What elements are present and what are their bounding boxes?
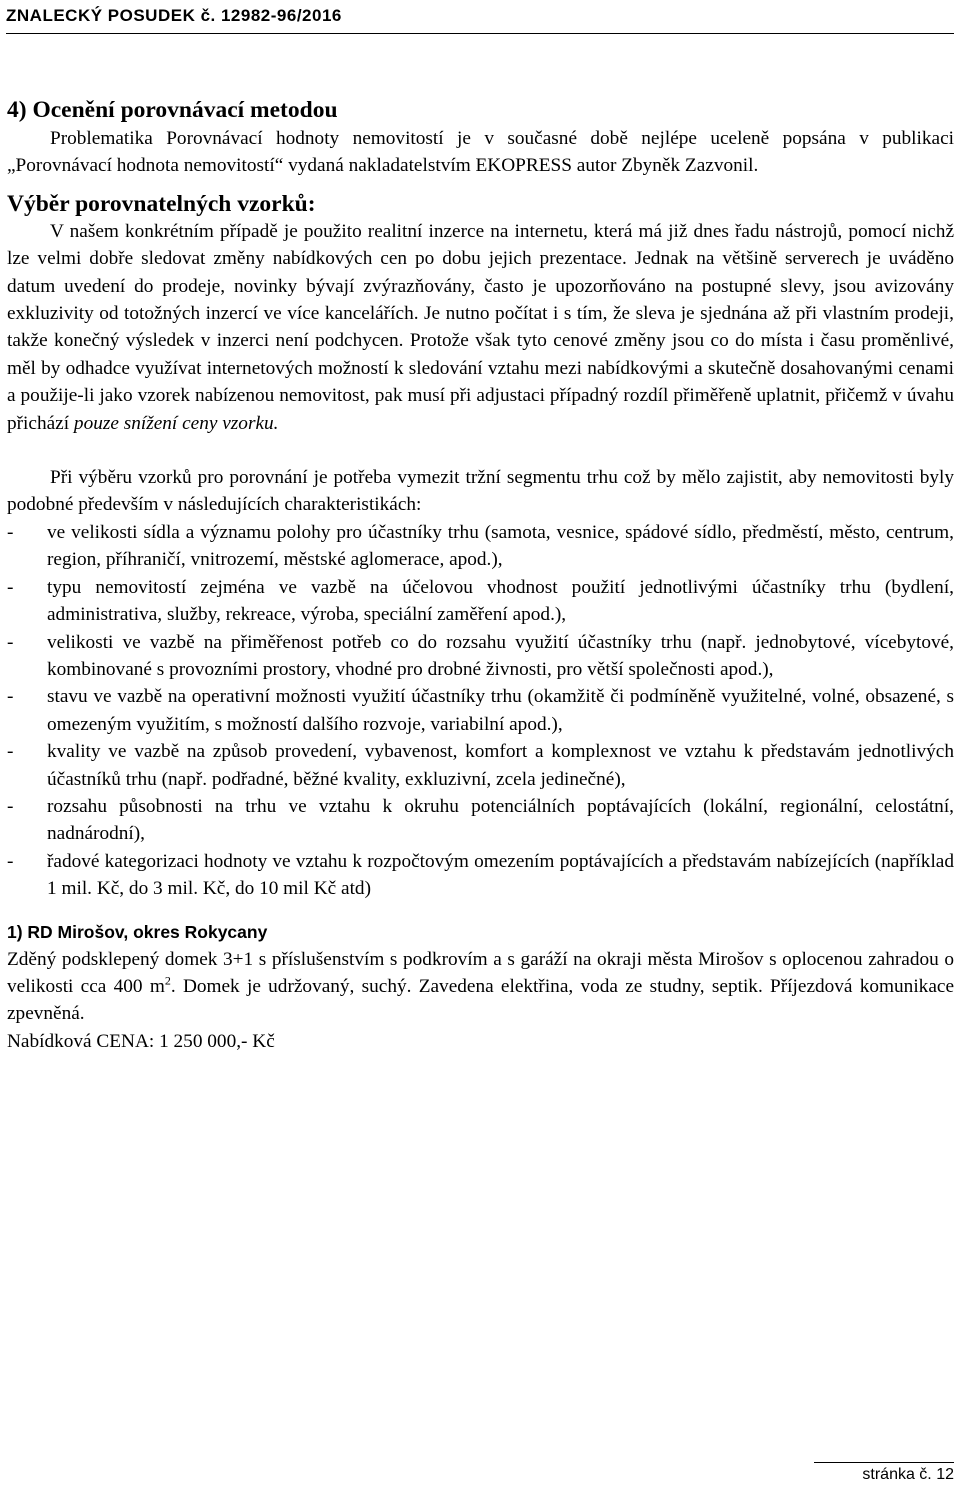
example-description-a: Zděný podsklepený domek 3+1 s příslušenstvím s podkrovím a s garáží na okraji města Mirošov s oplocenou zahradou o velikosti cca 400 m	[7, 948, 954, 997]
list-item	[7, 629, 954, 684]
list-item-text: kvality ve vazbě na způsob provedení, vybavenost, komfort a komplexnost ve vztahu k představám jednotlivých účastníků trhu (např. podřadné, běžné kvality, exkluzivní, zcela jedinečné),	[47, 741, 954, 790]
list-dash: -	[7, 631, 14, 653]
list-dash: -	[7, 686, 14, 708]
vyber-title: Výběr porovnatelných vzorků:	[7, 190, 316, 217]
page-header	[6, 3, 954, 34]
example-price: Nabídková CENA: 1 250 000,- Kč	[7, 1030, 275, 1052]
list-item-text: stavu ve vazbě na operativní možnosti využití účastníky trhu (okamžitě či podmíněně využitelné, volné, obsazené, s omezeným využitím, s možností dalšího rozvoje, variabilní apod.),	[47, 686, 954, 735]
vyber-paragraph-1	[7, 218, 954, 437]
list-item	[7, 738, 954, 793]
list-item-text: velikosti ve vazbě na přiměřenost potřeb co do rozsahu využití účastníky trhu (např. jednobytové, vícebytové, kombinované s provozními prostory, vhodné pro drobné živnosti, pro větší společnosti apod.),	[47, 631, 954, 680]
list-item	[7, 683, 954, 738]
list-dash: -	[7, 741, 14, 763]
vyber-paragraph-1-italic: pouze snížení ceny vzorku.	[73, 412, 279, 434]
section-intro: Problematika Porovnávací hodnoty nemovitostí je v současné době nejlépe uceleně popsána v publikaci „Porovnávací hodnota nemovitostí“ vydaná nakladatelstvím EKOPRESS autor Zbyněk Zazvonil.	[7, 128, 954, 177]
list-item	[7, 848, 954, 903]
list-item-text: řadové kategorizaci hodnoty ve vztahu k rozpočtovým omezením poptávajících a představám nabízejících (například 1 mil. Kč, do 3 mil. Kč, do 10 mil Kč atd)	[47, 850, 954, 900]
page-number: stránka č. 12	[862, 1466, 954, 1483]
example-description	[7, 946, 954, 1028]
paragraph-gap	[7, 437, 954, 464]
page-footer	[814, 1462, 954, 1487]
characteristics-list	[7, 519, 954, 903]
list-item	[7, 793, 954, 848]
vyber-paragraph-1-text: V našem konkrétním případě je použito realitní inzerce na internetu, která má již dnes řadu nástrojů, pomocí nichž lze velmi dobře sledovat změny nabídkových cen po dobu jejich prezentace. Jednak na většině serverech je uváděno datum uvedení do prodeje, novinky bývají zvýrazňovány, často je upozorňováno na postupné slevy, jsou avizovány exkluzivity od totožných inzercí ve více kancelářích. Je nutno počítat i s tím, že sleva je sjednána až při vlastním prodeji, takže konečný výsledek v inzerci není podchycen. Protože však tyto cenové změny jsou co do místa i času proměnlivé, měl by odhadce využívat internetových možností k sledování vztahu mezi nabídkovými a skutečně dosahovanými cenami a použije-li jako vzorek nabízenou nemovitost, pak musí při adjustaci případný rozdíl přiměřeně uplatnit, přičemž v úvahu přichází	[7, 220, 954, 434]
list-dash: -	[7, 576, 14, 598]
vyber-paragraph-2: Při výběru vzorků pro porovnání je potřeba vymezit tržní segmentu trhu což by mělo zajistit, aby nemovitosti byly podobné především v následujících charakteristikách:	[7, 467, 954, 516]
list-dash: -	[7, 850, 14, 872]
list-item-text: ve velikosti sídla a významu polohy pro účastníky trhu (samota, vesnice, spádové sídlo, předměstí, město, centrum, region, příhraničí, vnitrozemí, městské aglomerace, apod.),	[47, 521, 954, 571]
example-title: 1) RD Mirošov, okres Rokycany	[7, 921, 268, 942]
page-body	[7, 95, 954, 1055]
list-dash: -	[7, 795, 14, 817]
list-item-text: rozsahu působnosti na trhu ve vztahu k okruhu potenciálních poptávajících (lokální, regionální, celostátní, nadnárodní),	[47, 795, 954, 845]
list-dash: -	[7, 521, 14, 543]
header-title: ZNALECKÝ POSUDEK č. 12982-96/2016	[6, 6, 342, 25]
section-title: 4) Ocenění porovnávací metodou	[7, 97, 338, 123]
list-item	[7, 519, 954, 574]
list-item	[7, 574, 954, 629]
example-description-sup: 2	[164, 973, 171, 988]
example-description-b: . Domek je udržovaný, suchý. Zavedena elektřina, voda ze studny, septik. Příjezdová komunikace zpevněná.	[7, 975, 954, 1025]
list-item-text: typu nemovitostí zejména ve vazbě na účelovou vhodnost použití jednotlivými účastníky trhu (bydlení, administrativa, služby, rekreace, výroba, speciální zaměření apod.),	[47, 576, 954, 626]
